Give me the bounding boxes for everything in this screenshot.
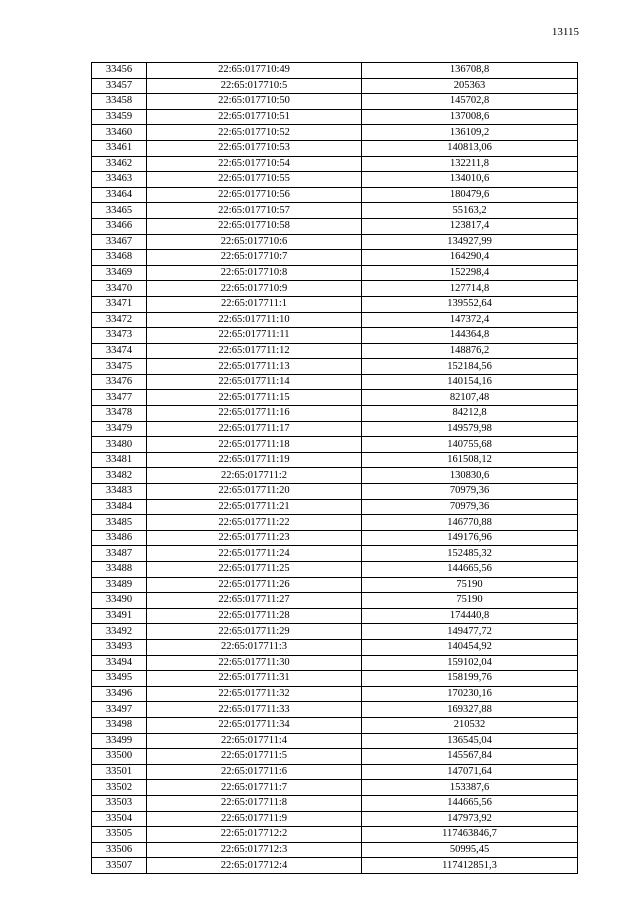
table-row — [92, 140, 578, 156]
cadastral-number-cell: 22:65:017711:30 — [147, 655, 362, 671]
table-row — [92, 359, 578, 375]
row-number-cell: 33458 — [92, 94, 147, 110]
cadastral-number-cell: 22:65:017711:15 — [147, 390, 362, 406]
table-row — [92, 63, 578, 79]
row-number-cell: 33495 — [92, 671, 147, 687]
cadastral-number-cell: 22:65:017710:8 — [147, 265, 362, 281]
cadastral-number-cell: 22:65:017710:5 — [147, 78, 362, 94]
table-row — [92, 733, 578, 749]
value-cell: 144665,56 — [362, 795, 578, 811]
cadastral-number-cell: 22:65:017711:22 — [147, 515, 362, 531]
row-number-cell: 33481 — [92, 452, 147, 468]
table-row — [92, 265, 578, 281]
row-number-cell: 33479 — [92, 421, 147, 437]
cadastral-number-cell: 22:65:017710:53 — [147, 140, 362, 156]
row-number-cell: 33460 — [92, 125, 147, 141]
cadastral-number-cell: 22:65:017712:3 — [147, 842, 362, 858]
cadastral-number-cell: 22:65:017711:3 — [147, 639, 362, 655]
value-cell: 149579,98 — [362, 421, 578, 437]
row-number-cell: 33461 — [92, 140, 147, 156]
value-cell: 50995,45 — [362, 842, 578, 858]
value-cell: 161508,12 — [362, 452, 578, 468]
row-number-cell: 33500 — [92, 749, 147, 765]
table-row — [92, 312, 578, 328]
cadastral-number-cell: 22:65:017711:2 — [147, 468, 362, 484]
cadastral-number-cell: 22:65:017711:33 — [147, 702, 362, 718]
value-cell: 159102,04 — [362, 655, 578, 671]
value-cell: 82107,48 — [362, 390, 578, 406]
cadastral-number-cell: 22:65:017711:21 — [147, 499, 362, 515]
value-cell: 134010,6 — [362, 172, 578, 188]
cadastral-number-cell: 22:65:017711:13 — [147, 359, 362, 375]
cadastral-number-cell: 22:65:017711:6 — [147, 764, 362, 780]
value-cell: 123817,4 — [362, 218, 578, 234]
cadastral-number-cell: 22:65:017711:16 — [147, 406, 362, 422]
cadastral-number-cell: 22:65:017710:54 — [147, 156, 362, 172]
value-cell: 149477,72 — [362, 624, 578, 640]
value-cell: 210532 — [362, 717, 578, 733]
cadastral-number-cell: 22:65:017711:24 — [147, 546, 362, 562]
row-number-cell: 33462 — [92, 156, 147, 172]
row-number-cell: 33498 — [92, 717, 147, 733]
value-cell: 75190 — [362, 577, 578, 593]
cadastral-number-cell: 22:65:017711:23 — [147, 530, 362, 546]
table-row — [92, 686, 578, 702]
table-row — [92, 858, 578, 874]
row-number-cell: 33503 — [92, 795, 147, 811]
table-row — [92, 187, 578, 203]
table-row — [92, 452, 578, 468]
row-number-cell: 33473 — [92, 328, 147, 344]
value-cell: 144364,8 — [362, 328, 578, 344]
table-row — [92, 156, 578, 172]
table-row — [92, 172, 578, 188]
table-row — [92, 749, 578, 765]
row-number-cell: 33501 — [92, 764, 147, 780]
table-row — [92, 499, 578, 515]
table-row — [92, 343, 578, 359]
value-cell: 145702,8 — [362, 94, 578, 110]
cadastral-number-cell: 22:65:017711:27 — [147, 593, 362, 609]
value-cell: 132211,8 — [362, 156, 578, 172]
value-cell: 152184,56 — [362, 359, 578, 375]
cadastral-number-cell: 22:65:017711:10 — [147, 312, 362, 328]
value-cell: 153387,6 — [362, 780, 578, 796]
row-number-cell: 33476 — [92, 374, 147, 390]
table-row — [92, 281, 578, 297]
row-number-cell: 33494 — [92, 655, 147, 671]
value-cell: 180479,6 — [362, 187, 578, 203]
row-number-cell: 33468 — [92, 250, 147, 266]
row-number-cell: 33470 — [92, 281, 147, 297]
cadastral-number-cell: 22:65:017711:25 — [147, 562, 362, 578]
value-cell: 152298,4 — [362, 265, 578, 281]
table-row — [92, 484, 578, 500]
cadastral-number-cell: 22:65:017711:29 — [147, 624, 362, 640]
value-cell: 164290,4 — [362, 250, 578, 266]
value-cell: 134927,99 — [362, 234, 578, 250]
cadastral-number-cell: 22:65:017711:34 — [147, 717, 362, 733]
row-number-cell: 33491 — [92, 608, 147, 624]
cadastral-number-cell: 22:65:017711:19 — [147, 452, 362, 468]
value-cell: 137008,6 — [362, 109, 578, 125]
row-number-cell: 33475 — [92, 359, 147, 375]
table-row — [92, 717, 578, 733]
table-row — [92, 671, 578, 687]
page-number: 13115 — [551, 26, 579, 38]
value-cell: 149176,96 — [362, 530, 578, 546]
table-row — [92, 296, 578, 312]
value-cell: 158199,76 — [362, 671, 578, 687]
table-row — [92, 577, 578, 593]
row-number-cell: 33489 — [92, 577, 147, 593]
table-row — [92, 593, 578, 609]
table-row — [92, 374, 578, 390]
cadastral-number-cell: 22:65:017711:9 — [147, 811, 362, 827]
value-cell: 140813,06 — [362, 140, 578, 156]
row-number-cell: 33506 — [92, 842, 147, 858]
table-row — [92, 639, 578, 655]
value-cell: 169327,88 — [362, 702, 578, 718]
value-cell: 144665,56 — [362, 562, 578, 578]
value-cell: 145567,84 — [362, 749, 578, 765]
value-cell: 147372,4 — [362, 312, 578, 328]
table-row — [92, 218, 578, 234]
value-cell: 127714,8 — [362, 281, 578, 297]
row-number-cell: 33507 — [92, 858, 147, 874]
value-cell: 140755,68 — [362, 437, 578, 453]
cadastral-number-cell: 22:65:017711:8 — [147, 795, 362, 811]
row-number-cell: 33472 — [92, 312, 147, 328]
table-row — [92, 780, 578, 796]
cadastral-number-cell: 22:65:017710:57 — [147, 203, 362, 219]
table-row — [92, 468, 578, 484]
row-number-cell: 33466 — [92, 218, 147, 234]
row-number-cell: 33457 — [92, 78, 147, 94]
cadastral-number-cell: 22:65:017711:1 — [147, 296, 362, 312]
row-number-cell: 33480 — [92, 437, 147, 453]
table-row — [92, 406, 578, 422]
row-number-cell: 33493 — [92, 639, 147, 655]
cadastral-number-cell: 22:65:017711:17 — [147, 421, 362, 437]
row-number-cell: 33474 — [92, 343, 147, 359]
value-cell: 146770,88 — [362, 515, 578, 531]
row-number-cell: 33467 — [92, 234, 147, 250]
cadastral-number-cell: 22:65:017712:4 — [147, 858, 362, 874]
data-table — [91, 62, 578, 874]
table-row — [92, 811, 578, 827]
value-cell: 55163,2 — [362, 203, 578, 219]
value-cell: 136708,8 — [362, 63, 578, 79]
row-number-cell: 33488 — [92, 562, 147, 578]
value-cell: 147973,92 — [362, 811, 578, 827]
row-number-cell: 33456 — [92, 63, 147, 79]
value-cell: 84212,8 — [362, 406, 578, 422]
value-cell: 147071,64 — [362, 764, 578, 780]
table-row — [92, 827, 578, 843]
table-body — [92, 63, 578, 874]
row-number-cell: 33490 — [92, 593, 147, 609]
table-row — [92, 94, 578, 110]
row-number-cell: 33484 — [92, 499, 147, 515]
value-cell: 170230,16 — [362, 686, 578, 702]
table-row — [92, 203, 578, 219]
value-cell: 70979,36 — [362, 499, 578, 515]
row-number-cell: 33497 — [92, 702, 147, 718]
row-number-cell: 33477 — [92, 390, 147, 406]
cadastral-number-cell: 22:65:017710:55 — [147, 172, 362, 188]
row-number-cell: 33463 — [92, 172, 147, 188]
table-row — [92, 250, 578, 266]
table-row — [92, 842, 578, 858]
cadastral-number-cell: 22:65:017710:52 — [147, 125, 362, 141]
cadastral-number-cell: 22:65:017711:11 — [147, 328, 362, 344]
row-number-cell: 33496 — [92, 686, 147, 702]
row-number-cell: 33486 — [92, 530, 147, 546]
value-cell: 140154,16 — [362, 374, 578, 390]
cadastral-number-cell: 22:65:017711:31 — [147, 671, 362, 687]
cadastral-number-cell: 22:65:017710:49 — [147, 63, 362, 79]
row-number-cell: 33499 — [92, 733, 147, 749]
cadastral-number-cell: 22:65:017711:4 — [147, 733, 362, 749]
row-number-cell: 33478 — [92, 406, 147, 422]
value-cell: 148876,2 — [362, 343, 578, 359]
table-row — [92, 328, 578, 344]
row-number-cell: 33465 — [92, 203, 147, 219]
table-row — [92, 109, 578, 125]
value-cell: 70979,36 — [362, 484, 578, 500]
cadastral-number-cell: 22:65:017710:7 — [147, 250, 362, 266]
cadastral-number-cell: 22:65:017712:2 — [147, 827, 362, 843]
value-cell: 139552,64 — [362, 296, 578, 312]
cadastral-number-cell: 22:65:017710:6 — [147, 234, 362, 250]
value-cell: 136545,04 — [362, 733, 578, 749]
value-cell: 130830,6 — [362, 468, 578, 484]
table-row — [92, 608, 578, 624]
table-row — [92, 437, 578, 453]
table-row — [92, 655, 578, 671]
table-row — [92, 515, 578, 531]
value-cell: 174440,8 — [362, 608, 578, 624]
value-cell: 75190 — [362, 593, 578, 609]
cadastral-number-cell: 22:65:017711:5 — [147, 749, 362, 765]
cadastral-number-cell: 22:65:017710:58 — [147, 218, 362, 234]
table-row — [92, 795, 578, 811]
cadastral-number-cell: 22:65:017711:26 — [147, 577, 362, 593]
cadastral-number-cell: 22:65:017711:32 — [147, 686, 362, 702]
row-number-cell: 33469 — [92, 265, 147, 281]
row-number-cell: 33485 — [92, 515, 147, 531]
value-cell: 117412851,3 — [362, 858, 578, 874]
table-row — [92, 125, 578, 141]
cadastral-number-cell: 22:65:017711:20 — [147, 484, 362, 500]
table-row — [92, 764, 578, 780]
row-number-cell: 33482 — [92, 468, 147, 484]
table-row — [92, 546, 578, 562]
value-cell: 152485,32 — [362, 546, 578, 562]
row-number-cell: 33492 — [92, 624, 147, 640]
row-number-cell: 33459 — [92, 109, 147, 125]
cadastral-number-cell: 22:65:017711:18 — [147, 437, 362, 453]
cadastral-number-cell: 22:65:017710:50 — [147, 94, 362, 110]
row-number-cell: 33464 — [92, 187, 147, 203]
table-row — [92, 78, 578, 94]
row-number-cell: 33504 — [92, 811, 147, 827]
value-cell: 205363 — [362, 78, 578, 94]
cadastral-number-cell: 22:65:017711:7 — [147, 780, 362, 796]
table-row — [92, 562, 578, 578]
cadastral-number-cell: 22:65:017710:51 — [147, 109, 362, 125]
table-row — [92, 702, 578, 718]
table-row — [92, 234, 578, 250]
cadastral-number-cell: 22:65:017710:56 — [147, 187, 362, 203]
row-number-cell: 33505 — [92, 827, 147, 843]
value-cell: 117463846,7 — [362, 827, 578, 843]
table-row — [92, 390, 578, 406]
cadastral-number-cell: 22:65:017711:12 — [147, 343, 362, 359]
cadastral-number-cell: 22:65:017711:14 — [147, 374, 362, 390]
row-number-cell: 33487 — [92, 546, 147, 562]
row-number-cell: 33471 — [92, 296, 147, 312]
table-row — [92, 624, 578, 640]
row-number-cell: 33483 — [92, 484, 147, 500]
value-cell: 140454,92 — [362, 639, 578, 655]
table-row — [92, 530, 578, 546]
table-row — [92, 421, 578, 437]
cadastral-number-cell: 22:65:017710:9 — [147, 281, 362, 297]
value-cell: 136109,2 — [362, 125, 578, 141]
row-number-cell: 33502 — [92, 780, 147, 796]
cadastral-number-cell: 22:65:017711:28 — [147, 608, 362, 624]
